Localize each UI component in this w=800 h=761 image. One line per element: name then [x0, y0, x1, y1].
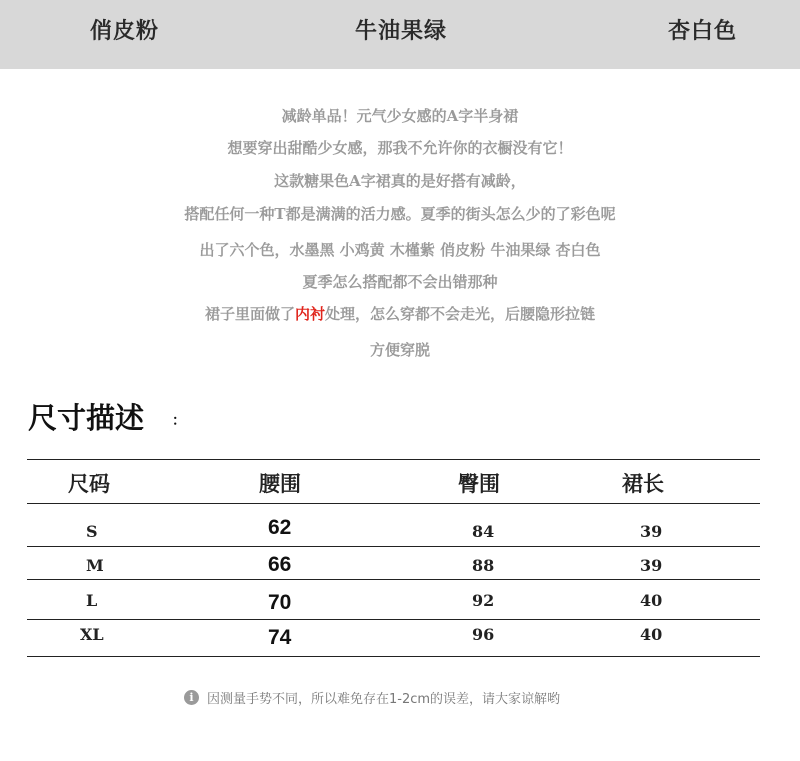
description-line: 搭配任何一种T都是满满的活力感。夏季的街头怎么少的了彩色呢	[184, 205, 616, 223]
cell-length: 40	[640, 591, 663, 610]
cell-size: XL	[80, 625, 104, 644]
header-hip: 臀围	[458, 472, 500, 496]
description-text: 处理，怎么穿都不会走光，后腰隐形拉链	[325, 305, 596, 323]
description-line: 减龄单品！元气少女感的A字半身裙	[281, 107, 519, 125]
size-section-title: 尺寸描述	[28, 401, 145, 435]
table-divider	[27, 579, 760, 580]
description-line: 夏季怎么搭配都不会出错那种	[302, 273, 498, 291]
header-length: 裙长	[622, 472, 664, 496]
description-line	[0, 303, 800, 324]
table-divider	[27, 503, 760, 504]
color-option-pink: 俏皮粉	[90, 19, 160, 44]
header-size: 尺码	[68, 472, 110, 496]
description-line: 方便穿脱	[369, 341, 430, 359]
description-line: 出了六个色，水墨黑 小鸡黄 木槿紫 俏皮粉 牛油果绿 杏白色	[199, 241, 601, 259]
table-divider	[27, 619, 760, 620]
cell-hip: 92	[472, 591, 495, 610]
measurement-note	[184, 688, 560, 707]
description-text: 裙子里面做了	[204, 305, 295, 323]
description-line: 这款糖果色A字裙真的是好搭有减龄，	[274, 172, 526, 190]
cell-waist: 70	[268, 591, 292, 614]
table-divider	[27, 459, 760, 460]
cell-waist: 66	[268, 553, 292, 576]
note-text: 因测量手势不同，所以难免存在1-2cm的误差，请大家谅解哟	[207, 692, 561, 707]
cell-waist: 62	[268, 516, 292, 539]
header-waist: 腰围	[259, 472, 301, 496]
color-option-avocado-green: 牛油果绿	[355, 19, 448, 44]
cell-hip: 84	[472, 522, 495, 541]
cell-waist: 74	[268, 626, 292, 649]
cell-length: 39	[640, 556, 663, 575]
color-option-apricot-white: 杏白色	[668, 19, 738, 44]
cell-length: 40	[640, 625, 663, 644]
size-section-colon: ：	[172, 413, 186, 429]
lining-highlight: 内衬	[294, 305, 325, 323]
cell-size: L	[86, 591, 98, 610]
cell-length: 39	[640, 522, 663, 541]
cell-size: S	[86, 522, 98, 541]
cell-hip: 96	[472, 625, 495, 644]
description-line: 想要穿出甜酷少女感，那我不允许你的衣橱没有它！	[227, 139, 573, 157]
info-icon: i	[184, 690, 199, 705]
table-divider	[27, 656, 760, 657]
color-options-bar	[0, 0, 800, 69]
cell-hip: 88	[472, 556, 495, 575]
cell-size: M	[86, 556, 104, 575]
table-divider	[27, 546, 760, 547]
